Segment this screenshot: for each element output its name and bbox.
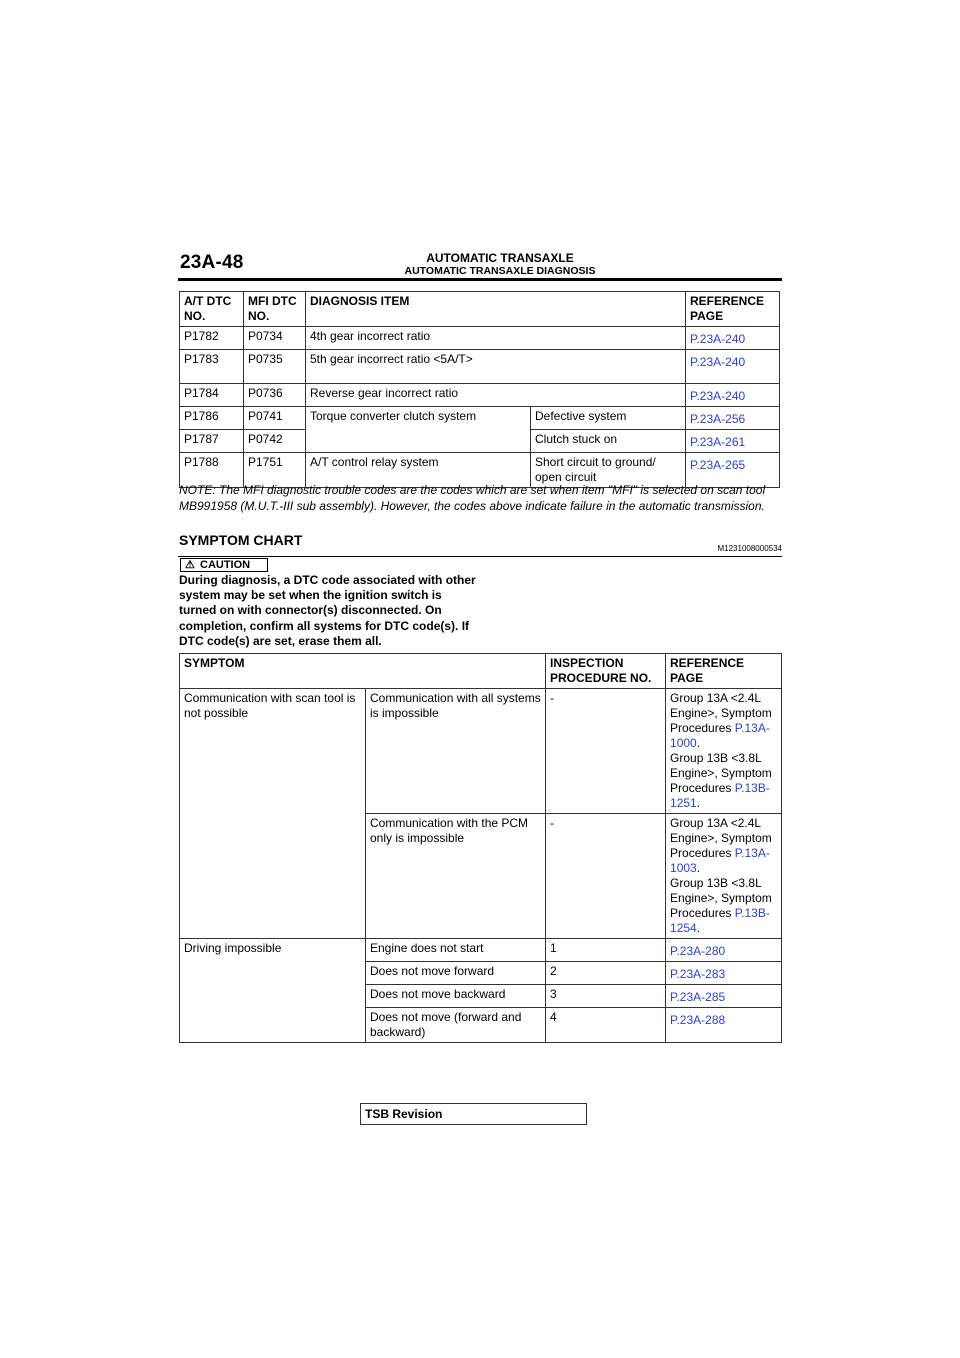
mfi-dtc-cell: P0736 <box>244 384 306 407</box>
procedure-cell: 4 <box>546 1008 666 1043</box>
reference-link[interactable]: P.13B-1254 <box>670 906 770 935</box>
procedure-cell: - <box>546 814 666 939</box>
at-dtc-cell: P1782 <box>180 327 244 350</box>
symptom-chart-heading: SYMPTOM CHART <box>179 532 303 548</box>
dtc-table-header <box>180 292 780 327</box>
at-dtc-cell: P1788 <box>180 453 244 488</box>
col-header-inspection-procedure: INSPECTION PROCEDURE NO. <box>546 654 666 689</box>
symptom-table-header <box>180 654 782 689</box>
reference-link[interactable]: P.13A-1003 <box>670 846 770 875</box>
at-dtc-cell: P1787 <box>180 430 244 453</box>
symptom-cell: Communication with scan tool is not possible <box>180 689 366 939</box>
col-header-mfi-dtc: MFI DTC NO. <box>244 292 306 327</box>
section-rule <box>178 556 782 557</box>
diagnosis-subitem-cell: Defective system <box>531 407 686 430</box>
dtc-table <box>179 291 780 488</box>
symptom-detail-cell: Does not move forward <box>366 962 546 985</box>
at-dtc-cell: P1786 <box>180 407 244 430</box>
page-number: 23A-48 <box>180 252 244 273</box>
mfi-dtc-cell: P0742 <box>244 430 306 453</box>
reference-link[interactable]: P.23A-265 <box>690 458 746 472</box>
reference-text: Group 13A <2.4L Engine>, Symptom Procedures <box>670 691 772 735</box>
diagnosis-item-cell: A/T control relay system <box>306 453 531 488</box>
reference-link[interactable]: P.23A-283 <box>670 967 726 981</box>
warning-triangle-icon: ⚠ <box>185 559 195 571</box>
table-row <box>180 689 782 814</box>
table-row <box>180 350 780 384</box>
col-header-reference-page: REFERENCE PAGE <box>686 292 780 327</box>
diagnosis-item-cell: Torque converter clutch system <box>306 407 531 453</box>
reference-link[interactable]: P.23A-288 <box>670 1013 726 1027</box>
table-row <box>180 939 782 962</box>
procedure-cell: 3 <box>546 985 666 1008</box>
at-dtc-cell: P1784 <box>180 384 244 407</box>
symptom-detail-cell: Communication with the PCM only is impossible <box>366 814 546 939</box>
table-row <box>180 407 780 430</box>
section-code: M1231008000534 <box>717 544 782 553</box>
at-dtc-cell: P1783 <box>180 350 244 384</box>
col-header-symptom: SYMPTOM <box>180 654 546 689</box>
section-subtitle: AUTOMATIC TRANSAXLE DIAGNOSIS <box>404 265 596 277</box>
reference-text: Group 13B <3.8L Engine>, Symptom Procedures <box>670 751 772 795</box>
mfi-dtc-cell: P0735 <box>244 350 306 384</box>
col-header-at-dtc: A/T DTC NO. <box>180 292 244 327</box>
reference-link[interactable]: P.23A-280 <box>670 944 726 958</box>
symptom-detail-cell: Communication with all systems is impossible <box>366 689 546 814</box>
reference-text: Group 13A <2.4L Engine>, Symptom Procedures <box>670 816 772 860</box>
reference-link[interactable]: P.13A-1000 <box>670 721 770 750</box>
diagnosis-subitem-cell: Clutch stuck on <box>531 430 686 453</box>
col-header-diagnosis-item: DIAGNOSIS ITEM <box>306 292 686 327</box>
caution-badge <box>180 558 268 572</box>
table-row <box>180 384 780 407</box>
reference-cell: Group 13A <2.4L Engine>, Symptom Procedures P.13A-1003. Group 13B <3.8L Engine>, Symptom Procedures P.13B-1254. <box>666 814 782 939</box>
caution-label: CAUTION <box>200 559 251 571</box>
reference-link[interactable]: P.23A-240 <box>690 389 746 403</box>
reference-link[interactable]: P.23A-240 <box>690 332 746 346</box>
reference-link[interactable]: P.23A-285 <box>670 990 726 1004</box>
tsb-revision-box <box>360 1103 587 1125</box>
symptom-detail-cell: Does not move backward <box>366 985 546 1008</box>
procedure-cell: 2 <box>546 962 666 985</box>
mfi-dtc-cell: P0741 <box>244 407 306 430</box>
reference-cell: Group 13A <2.4L Engine>, Symptom Procedures P.13A-1000. Group 13B <3.8L Engine>, Symptom Procedures P.13B-1251. <box>666 689 782 814</box>
symptom-cell: Driving impossible <box>180 939 366 1043</box>
tsb-revision-label: TSB Revision <box>365 1107 443 1121</box>
reference-link[interactable]: P.23A-261 <box>690 435 746 449</box>
mfi-dtc-cell: P0734 <box>244 327 306 350</box>
table-row <box>180 327 780 350</box>
reference-link[interactable]: P.23A-240 <box>690 355 746 369</box>
mfi-dtc-cell: P1751 <box>244 453 306 488</box>
diagnosis-item-cell: 4th gear incorrect ratio <box>306 327 686 350</box>
symptom-table <box>179 653 782 1043</box>
symptom-detail-cell: Does not move (forward and backward) <box>366 1008 546 1043</box>
diagnosis-subitem-cell: Short circuit to ground/ open circuit <box>531 453 686 488</box>
section-title: AUTOMATIC TRANSAXLE <box>426 251 574 265</box>
diagnosis-item-cell: 5th gear incorrect ratio <5A/T> <box>306 350 686 384</box>
symptom-detail-cell: Engine does not start <box>366 939 546 962</box>
reference-text: Group 13B <3.8L Engine>, Symptom Procedures <box>670 876 772 920</box>
procedure-cell: 1 <box>546 939 666 962</box>
table-note: NOTE: The MFI diagnostic trouble codes are the codes which are set when item "MFI" is selected on scan tool MB991958 (M.U.T.-III sub assembly). However, the codes above indicate failure in the automatic transmission. <box>179 483 766 513</box>
header-rule <box>178 278 782 281</box>
diagnosis-item-cell: Reverse gear incorrect ratio <box>306 384 686 407</box>
reference-link[interactable]: P.13B-1251 <box>670 781 770 810</box>
procedure-cell: - <box>546 689 666 814</box>
reference-link[interactable]: P.23A-256 <box>690 412 746 426</box>
col-header-reference-page: REFERENCE PAGE <box>666 654 782 689</box>
caution-text: During diagnosis, a DTC code associated with other system may be set when the ignition switch is turned on with connector(s) disconnected. On completion, confirm all systems for DTC code(s). If DTC code(s) are set, erase them all. <box>179 573 476 648</box>
